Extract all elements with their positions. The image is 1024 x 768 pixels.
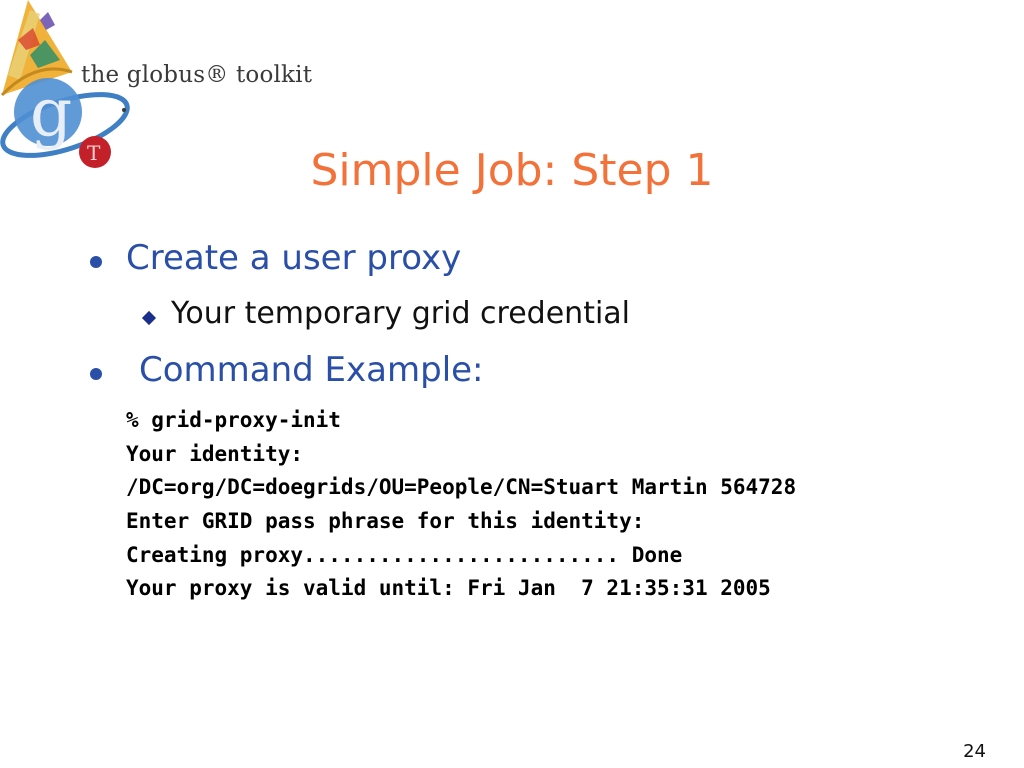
sub-bullet-item-credential: Your temporary grid credential: [171, 296, 631, 331]
command-example-code-block: [126, 404, 796, 606]
code-line: Your proxy is valid until: Fri Jan 7 21:35:31 2005: [126, 576, 771, 601]
code-line: Enter GRID pass phrase for this identity:: [126, 509, 645, 534]
bullet-item-command-example: Command Example:: [139, 350, 484, 390]
bullet-dot-icon: [90, 368, 102, 380]
code-line: Your identity:: [126, 441, 304, 466]
code-line: % grid-proxy-init: [126, 408, 341, 432]
code-line: /DC=org/DC=doegrids/OU=People/CN=Stuart Martin 564728: [126, 475, 797, 500]
bullet-dot-icon: [90, 256, 102, 268]
diamond-bullet-icon: [142, 311, 156, 325]
slide-title: Simple Job: Step 1: [310, 145, 714, 196]
page-number: 24: [963, 741, 986, 762]
logo-badge-letter: T: [87, 141, 101, 165]
bullet-item-create-proxy: Create a user proxy: [126, 238, 462, 278]
logo-wordmark: the globus® toolkit: [81, 62, 313, 88]
code-line: Creating proxy......................... Done: [126, 542, 683, 567]
logo-letter: g: [30, 74, 73, 151]
